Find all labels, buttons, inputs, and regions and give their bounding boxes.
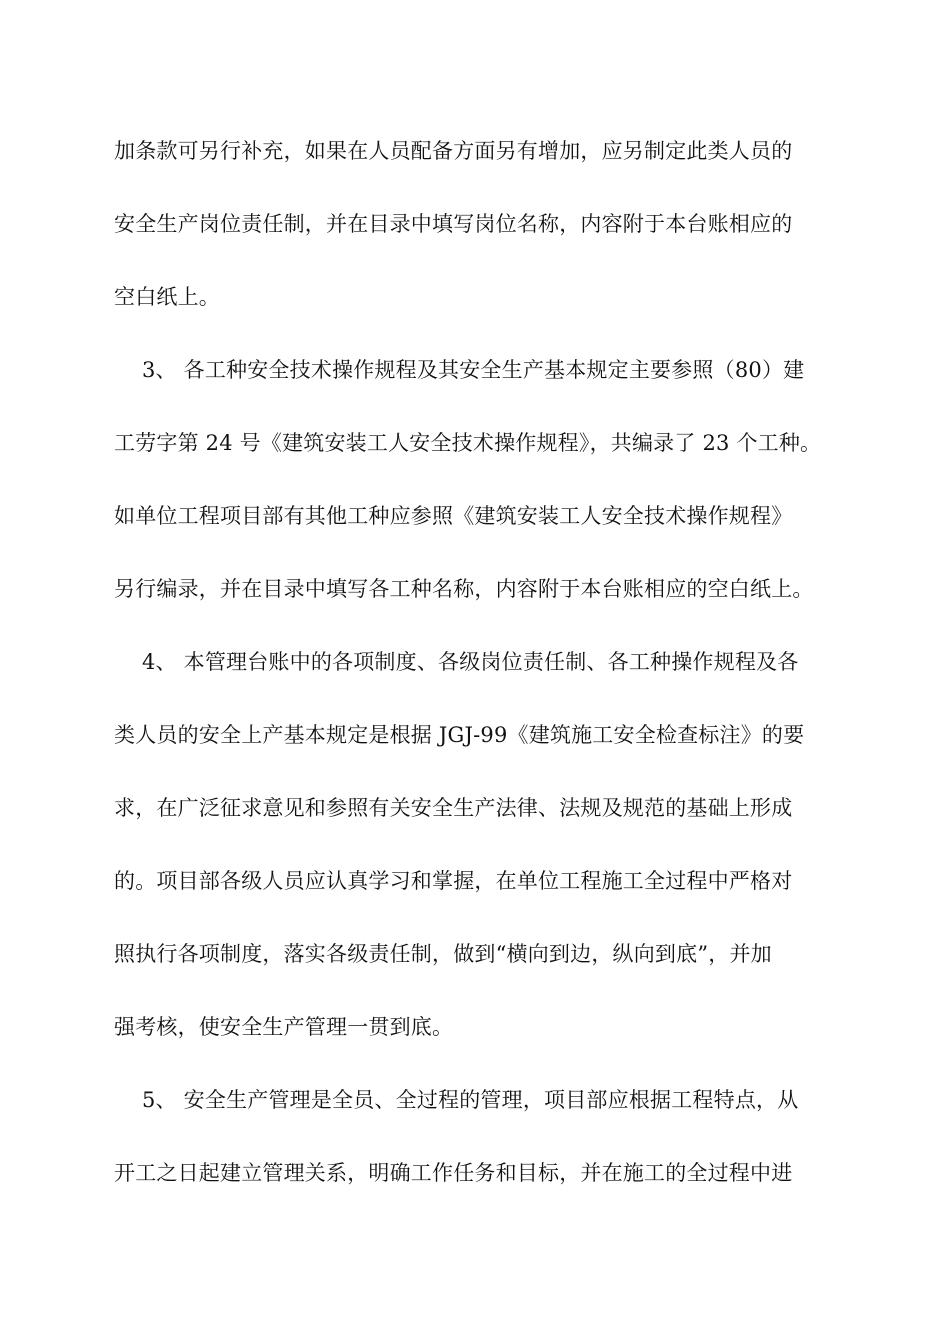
paragraph-line: 的。项目部各级人员应认真学习和掌握，在单位工程施工全过程中严格对	[114, 869, 793, 893]
document-body	[114, 121, 844, 1216]
paragraph-line: 强考核，使安全生产管理一贯到底。	[114, 1015, 454, 1039]
numbered-item-5-line: 5、 安全生产管理是全员、全过程的管理，项目部应根据工程特点，从	[142, 1088, 799, 1112]
paragraph-line: 开工之日起建立管理关系，明确工作任务和目标，并在施工的全过程中进	[114, 1161, 793, 1185]
numbered-item-3-line: 3、 各工种安全技术操作规程及其安全生产基本规定主要参照（80）建	[142, 358, 805, 382]
paragraph-line: 求，在广泛征求意见和参照有关安全生产法律、法规及规范的基础上形成	[114, 796, 793, 820]
numbered-item-4-line: 4、 本管理台账中的各项制度、各级岗位责任制、各工种操作规程及各	[142, 650, 799, 674]
paragraph-line: 另行编录，并在目录中填写各工种名称，内容附于本台账相应的空白纸上。	[114, 577, 814, 601]
paragraph-line: 照执行各项制度，落实各级责任制，做到“横向到边，纵向到底”，并加	[114, 942, 772, 966]
paragraph-line: 工劳字第 24 号《建筑安装工人安全技术操作规程》，共编录了 23 个工种。	[114, 431, 822, 455]
paragraph-line: 空白纸上。	[114, 285, 220, 309]
paragraph-line: 加条款可另行补充，如果在人员配备方面另有增加，应另制定此类人员的	[114, 139, 793, 163]
paragraph-line: 安全生产岗位责任制，并在目录中填写岗位名称，内容附于本台账相应的	[114, 212, 793, 236]
paragraph-line: 类人员的安全上产基本规定是根据 JGJ-99《建筑施工安全检查标注》的要	[114, 723, 805, 747]
paragraph-line: 如单位工程项目部有其他工种应参照《建筑安装工人安全技术操作规程》	[114, 504, 793, 528]
